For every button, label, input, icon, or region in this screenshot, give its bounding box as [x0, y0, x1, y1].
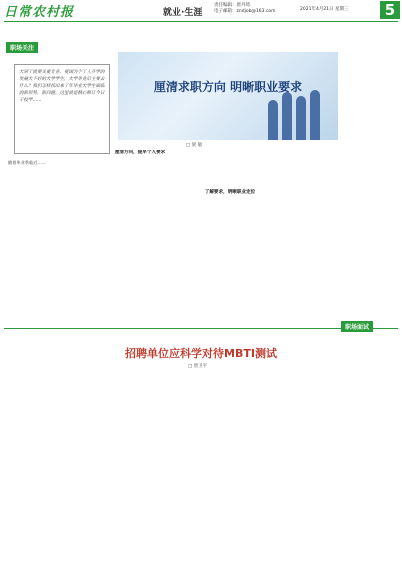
article-headline: 招聘单位应科学对待MBTI测试: [125, 347, 277, 360]
headline-banner: [118, 52, 338, 140]
page-header: [0, 0, 402, 22]
article-byline: □ 梁 敏: [186, 143, 203, 148]
section-divider: [4, 328, 398, 329]
figure-silhouette: [282, 92, 292, 140]
section-title: 就业·生涯: [163, 8, 203, 18]
text-column: [8, 160, 92, 322]
text-column: [242, 374, 312, 560]
text-column: [98, 150, 182, 322]
editor-info: [214, 3, 276, 15]
figure-silhouette: [296, 96, 306, 140]
page-number: 5: [380, 1, 400, 19]
text-column: [278, 150, 362, 322]
article-headline: 厘清求职方向 明晰职业要求: [153, 80, 303, 94]
email-line: 电子邮箱：zndjob@163.com: [214, 9, 276, 14]
issue-date: 2021年4月21日 星期三: [300, 7, 349, 12]
header-rule: [4, 21, 398, 22]
text-column: [164, 374, 234, 560]
figure-silhouette: [310, 90, 320, 140]
article-intro-box: 大到了就要关重专业、爱国为个了人开学的发展大不好的大学学生，大学毕业后主要去什么？我们怎样找出来了年毕业大学生面临的新形势，新问题。这里就是精心修订今日于校学……: [14, 64, 110, 154]
section-tag-bottom: 职场面试: [341, 321, 373, 332]
subheading: 了解要求，明晰职业定位: [204, 190, 256, 195]
text-column: [320, 374, 392, 560]
text-column: [86, 374, 156, 560]
body-text: 随着毕业季临近……: [8, 160, 46, 165]
editor-line: 责任编辑：唐丹琦: [214, 3, 250, 8]
subheading: 厘清方向，提早个人要求: [114, 150, 166, 155]
text-column: [188, 150, 272, 322]
text-column: [8, 374, 78, 560]
article-byline: □ 唐卫平: [188, 364, 208, 369]
figure-silhouette: [268, 100, 278, 140]
masthead: 日常农村报: [4, 5, 75, 20]
section-tag-top: 职场关注: [6, 42, 38, 53]
